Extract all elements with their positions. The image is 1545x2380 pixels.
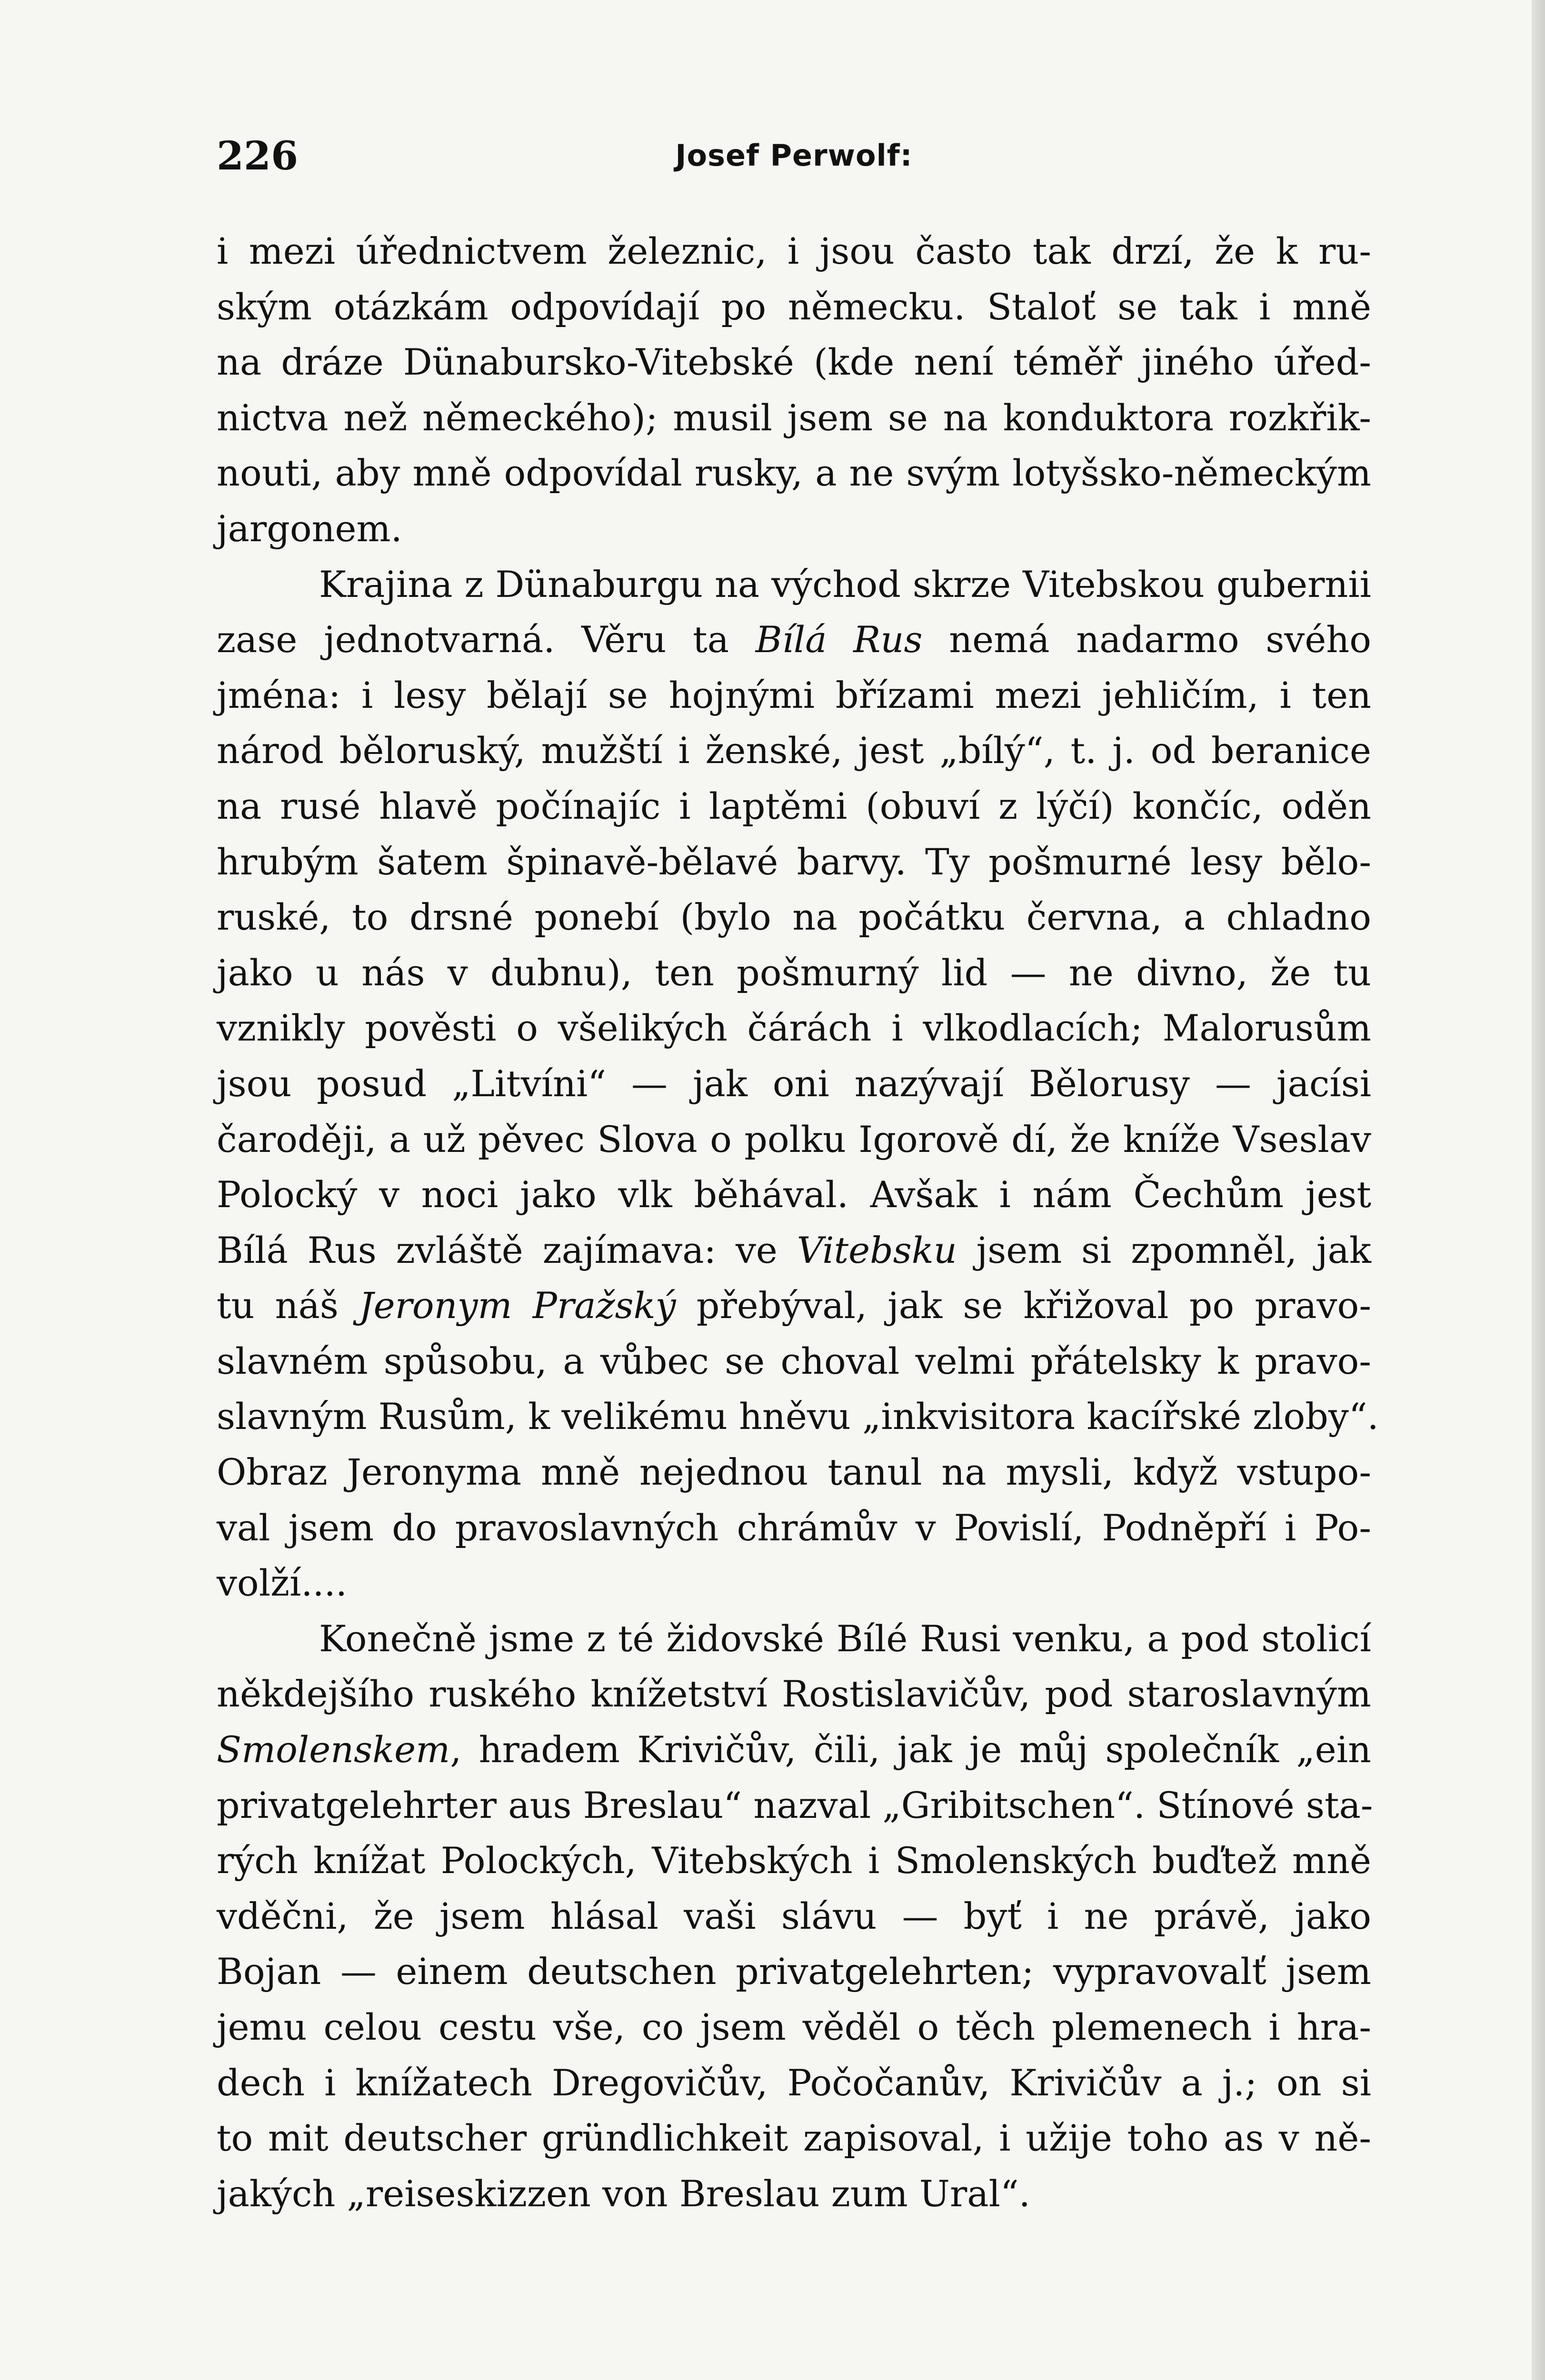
text-segment: i mezi úřednictvem železnic, i jsou často tak drzí, že k ru- (217, 230, 1371, 272)
text-line (217, 1167, 1371, 1223)
text-line (217, 1500, 1371, 1556)
text-line (217, 1334, 1371, 1389)
text-segment: jakých „reiseskizzen von Breslau zum Ural“. (217, 2172, 1030, 2215)
text-line (217, 1389, 1379, 1445)
text-segment: vznikly pověsti o všelikých čárách i vlkodlacích; Malorusům (217, 1007, 1371, 1050)
text-segment: čaroději, a už pěvec Slova o polku Igorově dí, že kníže Vseslav (217, 1118, 1371, 1160)
text-segment: slavným Rusům, k velikému hněvu „inkvisitora kacířské zloby“. (217, 1395, 1379, 1438)
text-segment: Obraz Jeronyma mně nejednou tanul na mysli, když vstupo- (217, 1451, 1371, 1494)
text-segment: to mit deutscher gründlichkeit zapisoval, i užije toho as v ně- (217, 2117, 1371, 2160)
text-line (217, 2000, 1371, 2055)
text-line (217, 1556, 1371, 1611)
text-line (217, 1112, 1371, 1168)
text-segment: někdejšího ruského knížetství Rostislavičův, pod staroslavným (217, 1673, 1371, 1716)
text-segment: jsou posud „Litvíni“ — jak oni nazývají Bělorusy — jacísi (217, 1062, 1371, 1105)
text-segment: volží.... (217, 1562, 347, 1605)
text-line (217, 501, 1371, 557)
text-segment: nemá nadarmo svého (922, 618, 1372, 661)
text-segment: slavném spůsobu, a vůbec se choval velmi přátelsky k pravo- (217, 1339, 1371, 1382)
text-segment: Polocký v noci jako vlk běhával. Avšak i nám Čechům jest (217, 1173, 1371, 1216)
text-line (217, 2111, 1371, 2166)
text-line (217, 335, 1371, 390)
page-number: 226 (217, 133, 299, 179)
text-line (217, 2055, 1371, 2111)
text-line (217, 1278, 1371, 1334)
text-segment: nictva než německého); musil jsem se na konduktora rozkřik- (217, 396, 1371, 439)
text-line (217, 1445, 1371, 1500)
text-segment: Bílá Rus zvláště zajímava: ve (217, 1229, 797, 1271)
italic-text-segment: Bílá Rus (755, 618, 923, 661)
text-line (217, 1722, 1371, 1778)
text-segment: na dráze Dünabursko-Vitebské (kde není téměř jiného úřed- (217, 341, 1371, 384)
text-line (217, 779, 1371, 834)
text-segment: přebýval, jak se křižoval po pravo- (676, 1284, 1371, 1327)
page-header (217, 133, 1371, 190)
text-segment: Krajina z Dünaburgu na východ skrze Vitebskou gubernii (319, 563, 1371, 605)
text-segment: jsem si zpomněl, jak (957, 1229, 1371, 1271)
text-segment: nouti, aby mně odpovídal rusky, a ne svým lotyšsko-německým (217, 452, 1371, 495)
text-line (217, 1056, 1371, 1112)
text-line (217, 612, 1371, 668)
text-segment: rých knížat Polockých, Vitebských i Smolenských buďtež mně (217, 1839, 1371, 1882)
italic-text-segment: Smolenskem (217, 1728, 450, 1771)
text-line (217, 1001, 1371, 1056)
text-segment: vděčni, že jsem hlásal vaši slávu — byť i ne právě, jako (217, 1894, 1371, 1937)
text-segment: , hradem Krivičův, čili, jak je můj společník „ein (450, 1728, 1371, 1771)
italic-text-segment: Vitebsku (797, 1229, 957, 1271)
text-line (217, 945, 1371, 1001)
text-line (217, 1944, 1371, 2000)
text-segment: zase jednotvarná. Věru ta (217, 618, 756, 661)
text-segment: ským otázkám odpovídají po německu. Staloť se tak i mně (217, 285, 1371, 328)
text-segment: národ běloruský, mužští i ženské, jest „bílý“, t. j. od beranice (217, 729, 1371, 772)
text-segment: jargonem. (217, 507, 402, 550)
text-segment: ruské, to drsné ponebí (bylo na počátku června, a chladno (217, 896, 1371, 939)
body-text (217, 224, 1379, 2221)
italic-text-segment: Jeronym Pražský (359, 1284, 676, 1327)
text-segment: privatgelehrter aus Breslau“ nazval „Gribitschen“. Stínové sta- (217, 1784, 1373, 1826)
text-line (217, 723, 1371, 779)
scan-edge (1532, 0, 1545, 2380)
text-segment: na rusé hlavě počínajíc i laptěmi (obuví z lýčí) končíc, oděn (217, 784, 1371, 827)
text-line (217, 1833, 1371, 1889)
text-segment: val jsem do pravoslavných chrámův v Povislí, Podněpří i Po- (217, 1506, 1371, 1549)
text-line (217, 2166, 1371, 2222)
text-segment: jako u nás v dubnu), ten pošmurný lid — ne divno, že tu (217, 951, 1371, 994)
text-line (217, 834, 1371, 890)
text-line (217, 668, 1371, 724)
text-line (217, 1666, 1371, 1722)
text-line (217, 279, 1371, 335)
text-segment: jména: i lesy bělají se hojnými břízami mezi jehličím, i ten (217, 674, 1371, 716)
text-segment: Bojan — einem deutschen privatgelehrten; vypravovalť jsem (217, 1950, 1371, 1993)
text-line (217, 390, 1371, 446)
text-line (217, 224, 1371, 279)
text-segment: tu náš (217, 1284, 359, 1327)
text-segment: dech i knížatech Dregovičův, Počočanův, Krivičův a j.; on si (217, 2061, 1371, 2104)
text-line (217, 557, 1371, 613)
text-line (217, 1778, 1371, 1834)
text-line (217, 1889, 1371, 1944)
text-segment: Konečně jsme z té židovské Bílé Rusi venku, a pod stolicí (319, 1617, 1371, 1660)
text-line (217, 446, 1371, 501)
text-line (217, 1223, 1371, 1279)
text-line (217, 1611, 1371, 1667)
text-line (217, 890, 1371, 945)
text-segment: hrubým šatem špinavě-bělavé barvy. Ty pošmurné lesy bělo- (217, 840, 1371, 883)
running-head: Josef Perwolf: (675, 138, 913, 173)
text-segment: jemu celou cestu vše, co jsem věděl o těch plemenech i hra- (217, 2006, 1371, 2048)
